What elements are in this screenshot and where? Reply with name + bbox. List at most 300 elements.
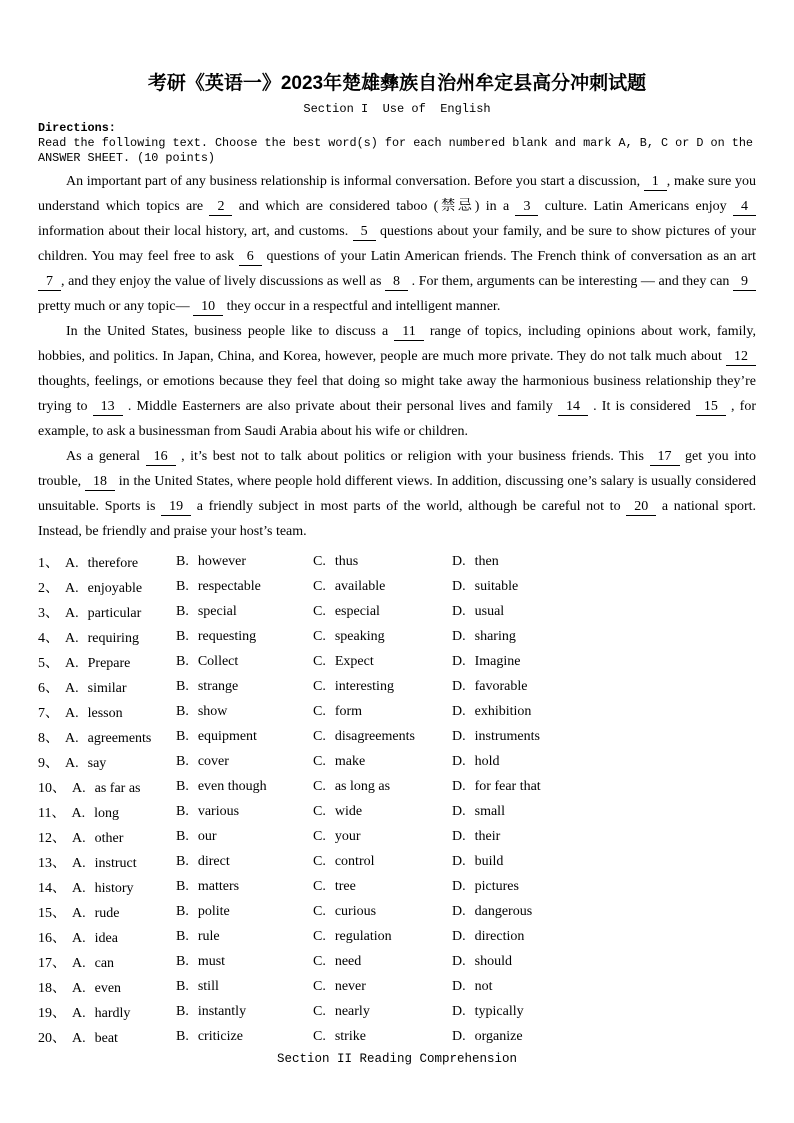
option-d: [452, 929, 756, 945]
directions-line-2: ANSWER SHEET. (10 points): [38, 151, 215, 165]
option-a: [38, 552, 176, 572]
option-text: pictures: [474, 878, 519, 894]
option-text: favorable: [474, 678, 528, 694]
option-d: [452, 879, 756, 895]
option-letter: B.: [176, 553, 189, 569]
option-b: [176, 704, 313, 720]
option-c: [313, 679, 452, 695]
question-row: [38, 699, 756, 724]
option-text: tree: [334, 878, 356, 894]
question-number: 2、: [38, 580, 59, 596]
option-text: dangerous: [474, 903, 533, 919]
option-letter: A.: [72, 1030, 86, 1046]
option-text: must: [197, 953, 226, 969]
option-c: [313, 604, 452, 620]
cloze-blank-14: 14: [558, 399, 588, 416]
option-text: as far as: [94, 780, 141, 796]
option-letter: C.: [313, 903, 326, 919]
option-c: [313, 554, 452, 570]
option-text: disagreements: [334, 728, 415, 744]
option-letter: D.: [452, 1028, 466, 1044]
option-letter: B.: [176, 978, 189, 994]
question-number: 10、: [38, 780, 66, 796]
option-letter: D.: [452, 703, 466, 719]
directions-block: [38, 121, 756, 166]
option-b: [176, 779, 313, 795]
option-text: nearly: [334, 1003, 370, 1019]
option-letter: A.: [71, 805, 86, 821]
option-text: long: [94, 805, 119, 821]
option-letter: A.: [72, 980, 86, 996]
option-text: sharing: [474, 628, 516, 644]
question-number: 19、: [38, 1005, 66, 1021]
cloze-blank-1: 1: [644, 174, 667, 191]
option-c: [313, 754, 452, 770]
option-b: [176, 1029, 313, 1045]
option-letter: A.: [65, 580, 79, 596]
option-letter: B.: [176, 703, 189, 719]
option-text: requesting: [197, 628, 257, 644]
question-row: [38, 774, 756, 799]
question-number: 13、: [38, 855, 66, 871]
option-text: lesson: [87, 705, 123, 721]
question-row: [38, 599, 756, 624]
directions-line-1: Read the following text. Choose the best word(s) for each numbered blank and mark A, B, C or D on the: [38, 136, 754, 150]
option-letter: D.: [452, 553, 466, 569]
option-letter: A.: [72, 880, 86, 896]
option-letter: A.: [65, 680, 79, 696]
option-letter: A.: [72, 930, 86, 946]
option-d: [452, 604, 756, 620]
option-b: [176, 1004, 313, 1020]
option-a: [38, 577, 176, 597]
option-a: [38, 752, 176, 772]
question-row: [38, 824, 756, 849]
option-d: [452, 1029, 756, 1045]
option-d: [452, 854, 756, 870]
option-letter: B.: [176, 1003, 189, 1019]
option-letter: C.: [313, 653, 326, 669]
option-text: strike: [334, 1028, 366, 1044]
option-a: [38, 602, 176, 622]
option-text: make: [334, 753, 366, 769]
option-text: rude: [94, 905, 120, 921]
option-text: direct: [197, 853, 230, 869]
option-d: [452, 979, 756, 995]
cloze-blank-16: 16: [146, 449, 176, 466]
question-number: 14、: [38, 880, 66, 896]
cloze-blank-12: 12: [726, 349, 756, 366]
cloze-blank-6: 6: [239, 249, 262, 266]
option-letter: D.: [452, 728, 466, 744]
option-a: [38, 877, 176, 897]
option-d: [452, 779, 756, 795]
option-text: suitable: [474, 578, 519, 594]
option-letter: D.: [452, 628, 466, 644]
option-text: Collect: [197, 653, 239, 669]
option-letter: B.: [176, 828, 189, 844]
option-c: [313, 779, 452, 795]
option-a: [38, 902, 176, 922]
option-text: our: [197, 828, 217, 844]
question-row: [38, 549, 756, 574]
option-text: especial: [334, 603, 380, 619]
question-row: [38, 1024, 756, 1049]
option-text: instruments: [474, 728, 540, 744]
option-text: speaking: [334, 628, 385, 644]
option-text: build: [474, 853, 504, 869]
option-a: [38, 827, 176, 847]
option-text: form: [334, 703, 363, 719]
option-letter: D.: [452, 603, 466, 619]
option-text: their: [474, 828, 501, 844]
option-letter: B.: [176, 928, 189, 944]
option-a: [38, 802, 176, 822]
option-letter: A.: [65, 555, 79, 571]
cloze-blank-8: 8: [385, 274, 408, 291]
option-letter: B.: [176, 953, 189, 969]
option-text: hold: [474, 753, 500, 769]
option-text: interesting: [334, 678, 394, 694]
option-letter: D.: [452, 828, 466, 844]
option-text: history: [94, 880, 134, 896]
option-text: even: [94, 980, 122, 996]
option-text: Imagine: [474, 653, 521, 669]
option-text: for fear that: [474, 778, 541, 794]
option-text: as long as: [334, 778, 391, 794]
question-number: 15、: [38, 905, 66, 921]
option-a: [38, 702, 176, 722]
option-letter: B.: [176, 903, 189, 919]
option-letter: D.: [452, 978, 466, 994]
option-d: [452, 629, 756, 645]
option-letter: B.: [176, 678, 189, 694]
option-letter: A.: [72, 855, 86, 871]
option-letter: C.: [313, 778, 326, 794]
option-text: beat: [94, 1030, 118, 1046]
option-text: curious: [334, 903, 377, 919]
option-letter: B.: [176, 653, 189, 669]
option-c: [313, 879, 452, 895]
option-letter: C.: [313, 828, 326, 844]
option-text: similar: [87, 680, 127, 696]
question-number: 11、: [38, 805, 66, 821]
option-text: small: [474, 803, 505, 819]
page-title: 考研《英语一》2023年楚雄彝族自治州牟定县高分冲刺试题: [147, 73, 647, 94]
option-b: [176, 829, 313, 845]
option-text: Expect: [334, 653, 374, 669]
cloze-blank-20: 20: [626, 499, 656, 516]
option-letter: B.: [176, 628, 189, 644]
cloze-blank-7: 7: [38, 274, 61, 291]
option-letter: D.: [452, 853, 466, 869]
option-letter: A.: [72, 905, 86, 921]
option-text: matters: [197, 878, 240, 894]
question-number: 17、: [38, 955, 66, 971]
option-d: [452, 904, 756, 920]
option-b: [176, 954, 313, 970]
passage-paragraph: As a general 16 , it’s best not to talk about politics or religion with your business friends. This 17 get you into trouble, 18 in the United States, where people hold different views. In addition, discussing one’s salary is usually considered unsuitable. Sports is 19 a friendly subject in most parts of the world, although be careful not to 20 a national sport. Instead, be friendly and praise your host’s team.: [38, 449, 757, 539]
question-number: 18、: [38, 980, 66, 996]
option-a: [38, 977, 176, 997]
option-text: organize: [474, 1028, 523, 1044]
option-d: [452, 554, 756, 570]
question-row: [38, 649, 756, 674]
option-b: [176, 729, 313, 745]
option-c: [313, 954, 452, 970]
option-letter: B.: [176, 1028, 189, 1044]
option-text: therefore: [87, 555, 139, 571]
option-letter: D.: [452, 578, 466, 594]
option-c: [313, 804, 452, 820]
option-b: [176, 929, 313, 945]
option-text: polite: [197, 903, 230, 919]
question-number: 16、: [38, 930, 66, 946]
option-text: then: [474, 553, 499, 569]
option-d: [452, 704, 756, 720]
question-row: [38, 899, 756, 924]
cloze-blank-4: 4: [733, 199, 756, 216]
question-row: [38, 624, 756, 649]
option-b: [176, 904, 313, 920]
option-c: [313, 579, 452, 595]
option-letter: D.: [452, 803, 466, 819]
option-text: your: [334, 828, 361, 844]
option-text: direction: [474, 928, 525, 944]
cloze-blank-17: 17: [650, 449, 680, 466]
option-b: [176, 629, 313, 645]
option-letter: A.: [65, 705, 79, 721]
option-letter: A.: [72, 955, 86, 971]
option-b: [176, 879, 313, 895]
option-c: [313, 629, 452, 645]
cloze-blank-5: 5: [353, 224, 376, 241]
cloze-blank-13: 13: [93, 399, 123, 416]
question-row: [38, 749, 756, 774]
option-d: [452, 1004, 756, 1020]
cloze-blank-9: 9: [733, 274, 756, 291]
option-text: rule: [197, 928, 220, 944]
option-text: control: [334, 853, 375, 869]
option-letter: D.: [452, 1003, 466, 1019]
option-text: available: [334, 578, 386, 594]
option-a: [38, 777, 176, 797]
option-letter: C.: [313, 978, 326, 994]
question-number: 7、: [38, 705, 59, 721]
option-letter: D.: [452, 903, 466, 919]
option-d: [452, 804, 756, 820]
option-text: special: [197, 603, 237, 619]
passage-paragraph: An important part of any business relationship is informal conversation. Before you start a discussion, 1 , make sure you understand which topics are 2 and which are considered taboo (禁忌) in a 3 culture. Latin Americans enjoy 4 information about their local history, art, and customs. 5 questions about your family, and be sure to show pictures of your children. You may feel free to ask 6 questions of your Latin American friends. The French think of conversation as an art 7 , and they enjoy the value of lively discussions as well as 8 . For them, arguments can be interesting — and they can 9 pretty much or any topic— 10 they occur in a respectful and intelligent manner.: [38, 174, 756, 314]
option-text: typically: [474, 1003, 524, 1019]
cloze-blank-18: 18: [85, 474, 115, 491]
cloze-blank-10: 10: [193, 299, 223, 316]
question-number: 5、: [38, 655, 59, 671]
option-text: respectable: [197, 578, 261, 594]
cloze-blank-19: 19: [161, 499, 191, 516]
option-letter: C.: [313, 703, 326, 719]
option-c: [313, 904, 452, 920]
option-d: [452, 829, 756, 845]
option-letter: C.: [313, 928, 326, 944]
option-b: [176, 754, 313, 770]
question-number: 8、: [38, 730, 59, 746]
option-c: [313, 654, 452, 670]
question-row: [38, 949, 756, 974]
option-c: [313, 1029, 452, 1045]
option-d: [452, 729, 756, 745]
option-text: particular: [87, 605, 142, 621]
option-letter: C.: [313, 578, 326, 594]
question-row: [38, 874, 756, 899]
option-a: [38, 852, 176, 872]
option-letter: C.: [313, 953, 326, 969]
cloze-blank-2: 2: [209, 199, 232, 216]
cloze-blank-11: 11: [394, 324, 423, 341]
question-row: [38, 799, 756, 824]
option-letter: D.: [452, 753, 466, 769]
question-number: 1、: [38, 555, 59, 571]
question-row: [38, 574, 756, 599]
option-letter: B.: [176, 878, 189, 894]
option-text: exhibition: [474, 703, 532, 719]
option-a: [38, 652, 176, 672]
option-text: cover: [197, 753, 229, 769]
option-letter: C.: [313, 803, 326, 819]
option-text: however: [197, 553, 247, 569]
cloze-blank-3: 3: [515, 199, 538, 216]
question-row: [38, 974, 756, 999]
question-number: 12、: [38, 830, 66, 846]
option-letter: C.: [313, 678, 326, 694]
option-letter: C.: [313, 753, 326, 769]
option-b: [176, 854, 313, 870]
option-b: [176, 979, 313, 995]
option-text: various: [197, 803, 240, 819]
option-b: [176, 604, 313, 620]
option-d: [452, 654, 756, 670]
option-text: strange: [197, 678, 239, 694]
option-text: even though: [197, 778, 267, 794]
option-text: equipment: [197, 728, 257, 744]
question-number: 20、: [38, 1030, 66, 1046]
option-letter: B.: [176, 603, 189, 619]
option-a: [38, 1027, 176, 1047]
option-letter: D.: [452, 878, 466, 894]
option-c: [313, 729, 452, 745]
option-text: say: [87, 755, 107, 771]
option-b: [176, 579, 313, 595]
directions-label: Directions:: [38, 121, 116, 135]
option-letter: A.: [72, 1005, 86, 1021]
option-a: [38, 727, 176, 747]
question-row: [38, 849, 756, 874]
option-letter: A.: [65, 655, 79, 671]
option-text: criticize: [197, 1028, 243, 1044]
option-text: instantly: [197, 1003, 247, 1019]
passage: [38, 169, 756, 544]
option-letter: D.: [452, 678, 466, 694]
option-c: [313, 979, 452, 995]
section2-heading: Section II Reading Comprehension: [276, 1052, 518, 1066]
option-text: should: [474, 953, 512, 969]
option-b: [176, 654, 313, 670]
option-c: [313, 704, 452, 720]
option-c: [313, 854, 452, 870]
question-row: [38, 924, 756, 949]
option-text: idea: [94, 930, 118, 946]
question-number: 6、: [38, 680, 59, 696]
question-row: [38, 674, 756, 699]
option-letter: A.: [72, 780, 86, 796]
question-number: 3、: [38, 605, 59, 621]
option-text: regulation: [334, 928, 392, 944]
passage-paragraph: In the United States, business people like to discuss a 11 range of topics, including opinions about work, family, hobbies, and politics. In Japan, China, and Korea, however, people are much more private. They do not talk much about 12 thoughts, feelings, or emotions because they feel that doing so might take away the harmonious business relationship they’re trying to 13 . Middle Easterners are also private about their personal lives and family 14 . It is considered 15 , for example, to ask a businessman from Saudi Arabia about his wife or children.: [38, 324, 756, 439]
option-a: [38, 1002, 176, 1022]
option-letter: D.: [452, 928, 466, 944]
option-text: other: [94, 830, 124, 846]
option-c: [313, 829, 452, 845]
option-d: [452, 579, 756, 595]
option-text: still: [197, 978, 219, 994]
option-letter: B.: [176, 728, 189, 744]
option-text: can: [94, 955, 115, 971]
option-letter: D.: [452, 778, 466, 794]
option-letter: B.: [176, 578, 189, 594]
option-letter: A.: [65, 630, 79, 646]
option-b: [176, 804, 313, 820]
option-letter: A.: [65, 605, 79, 621]
option-letter: B.: [176, 853, 189, 869]
option-text: never: [334, 978, 366, 994]
option-letter: C.: [313, 1003, 326, 1019]
option-text: agreements: [87, 730, 152, 746]
option-letter: B.: [176, 803, 189, 819]
option-text: requiring: [87, 630, 139, 646]
option-a: [38, 927, 176, 947]
option-letter: C.: [313, 728, 326, 744]
option-text: enjoyable: [87, 580, 143, 596]
option-letter: C.: [313, 603, 326, 619]
option-letter: B.: [176, 753, 189, 769]
option-letter: A.: [65, 730, 79, 746]
option-text: not: [474, 978, 493, 994]
option-d: [452, 754, 756, 770]
question-row: [38, 999, 756, 1024]
question-list: [38, 549, 756, 1049]
option-d: [452, 954, 756, 970]
option-letter: C.: [313, 628, 326, 644]
option-b: [176, 554, 313, 570]
option-a: [38, 627, 176, 647]
option-c: [313, 929, 452, 945]
option-letter: B.: [176, 778, 189, 794]
option-letter: C.: [313, 853, 326, 869]
question-number: 4、: [38, 630, 59, 646]
option-a: [38, 677, 176, 697]
option-text: hardly: [94, 1005, 131, 1021]
option-text: need: [334, 953, 362, 969]
cloze-blank-15: 15: [696, 399, 726, 416]
question-number: 9、: [38, 755, 59, 771]
option-text: wide: [334, 803, 363, 819]
option-letter: D.: [452, 653, 466, 669]
option-a: [38, 952, 176, 972]
option-d: [452, 679, 756, 695]
option-text: instruct: [94, 855, 137, 871]
section1-heading: Section I Use of English: [303, 102, 491, 116]
question-row: [38, 724, 756, 749]
